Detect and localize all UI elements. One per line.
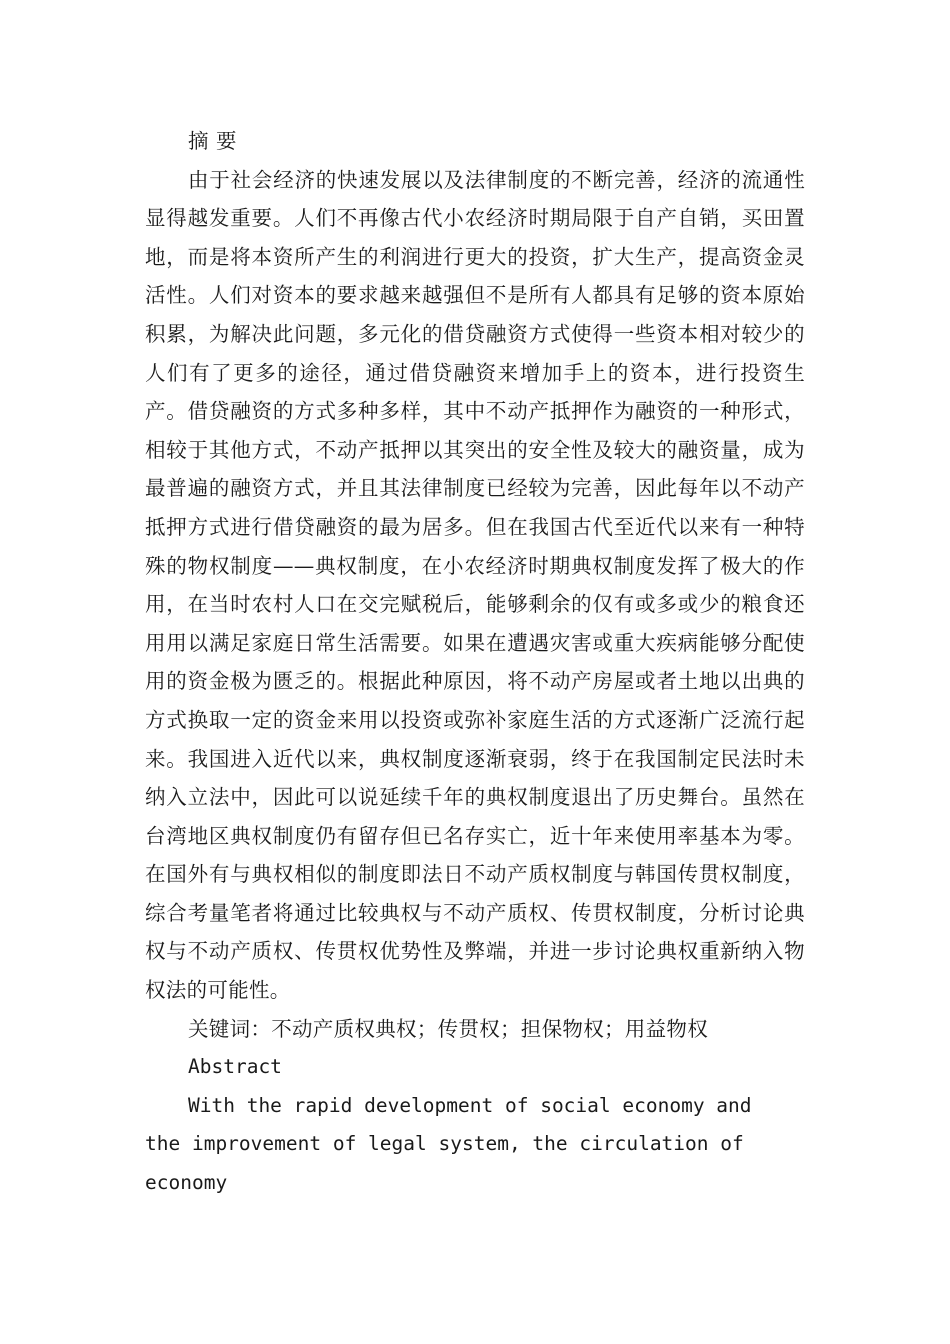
abstract-content: [145, 122, 805, 1203]
abstract-heading-cn: 摘 要: [188, 129, 238, 153]
abstract-paragraph-cn: 由于社会经济的快速发展以及法律制度的不断完善，经济的流通性显得越发重要。人们不再像古代小农经济时期局限于自产自销，买田置地，而是将本资所产生的利润进行更大的投资，扩大生产，提高资金灵活性。人们对资本的要求越来越强但不是所有人都具有足够的资本原始积累，为解决此问题，多元化的借贷融资方式使得一些资本相对较少的人们有了更多的途径，通过借贷融资来增加手上的资本，进行投资生产。借贷融资的方式多种多样，其中不动产抵押作为融资的一种形式，相较于其他方式，不动产抵押以其突出的安全性及较大的融资量，成为最普遍的融资方式，并且其法律制度已经较为完善，因此每年以不动产抵押方式进行借贷融资的最为居多。但在我国古代至近代以来有一种特殊的物权制度——典权制度，在小农经济时期典权制度发挥了极大的作用，在当时农村人口在交完赋税后，能够剩余的仅有或多或少的粮食还用用以满足家庭日常生活需要。如果在遭遇灾害或重大疾病能够分配使用的资金极为匮乏的。根据此种原因，将不动产房屋或者土地以出典的方式换取一定的资金来用以投资或弥补家庭生活的方式逐渐广泛流行起来。我国进入近代以来，典权制度逐渐衰弱，终于在我国制定民法时未纳入立法中，因此可以说延续千年的典权制度退出了历史舞台。虽然在台湾地区典权制度仍有留存但已名存实亡，近十年来使用率基本为零。在国外有与典权相似的制度即法日不动产质权制度与韩国传贯权制度，综合考量笔者将通过比较典权与不动产质权、传贯权制度，分析讨论典权与不动产质权、传贯权优势性及弊端，并进一步讨论典权重新纳入物权法的可能性。: [145, 167, 805, 1003]
keywords-line: 关键词：不动产质权典权；传贯权；担保物权；用益物权: [188, 1016, 708, 1041]
abstract-paragraph-en: With the rapid development of social economy and the improvement of legal system, the circulation of economy: [145, 1093, 752, 1195]
abstract-heading-en: Abstract: [188, 1055, 282, 1079]
